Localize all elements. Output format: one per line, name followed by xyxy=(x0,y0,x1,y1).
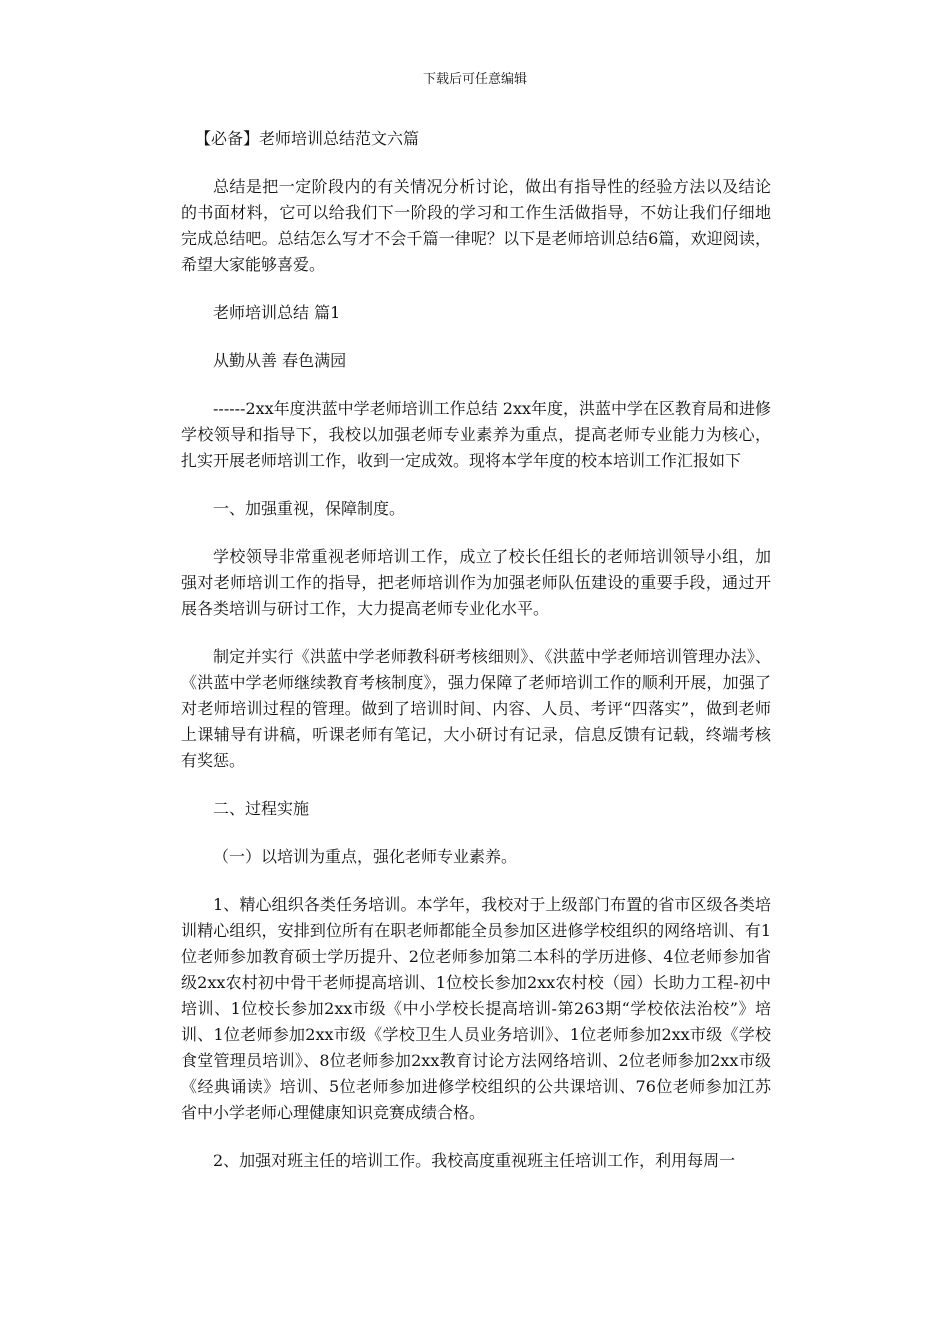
page-header-note: 下载后可任意编辑 xyxy=(422,72,527,87)
paragraph-class-teacher: 2、加强对班主任的培训工作。我校高度重视班主任培训工作，利用每周一 xyxy=(213,1151,736,1170)
heading-subsection-1: （一）以培训为重点，强化老师专业素养。 xyxy=(213,847,518,866)
paragraph-overview: ------2xx年度洪蓝中学老师培训工作总结 2xx年度，洪蓝中学在区教育局和进修学校领导和指导下，我校以加强老师专业素养为重点，提高老师专业能力为核心，扎实开展老师培训工作，收到一定成效。现将本学年度的校本培训工作汇报如下 xyxy=(181,399,771,470)
heading-section-2: 二、过程实施 xyxy=(213,799,310,818)
paragraph-regulations: 制定并实行《洪蓝中学老师教科研考核细则》、《洪蓝中学老师培训管理办法》、《洪蓝中学老师继续教育考核制度》，强力保障了老师培训工作的顺利开展，加强了对老师培训过程的管理。做到了培训时间、内容、人员、考评“四落实”，做到老师上课辅导有讲稿，听课老师有笔记，大小研讨有记录，信息反馈有记载，终端考核有奖惩。 xyxy=(181,647,771,770)
paragraph-training-list: 1、精心组织各类任务培训。本学年，我校对于上级部门布置的省市区级各类培训精心组织，安排到位所有在职老师都能全员参加区进修学校组织的网络培训、有1位老师参加教育硕士学历提升、2位老师参加第二本科的学历进修、4位老师参加省级2xx农村初中骨干老师提高培训、1位校长参加2xx农村校（园）长助力工程-初中培训、1位校长参加2xx市级《中小学校长提高培训-第263期“学校依法治校”》培训、1位老师参加2xx市级《学校卫生人员业务培训》、1位老师参加2xx市级《学校食堂管理员培训》、8位老师参加2xx教育讨论方法网络培训、2位老师参加2xx市级《经典诵读》培训、5位老师参加进修学校组织的公共课培训、76位老师参加江苏省中小学老师心理健康知识竞赛成绩合格。 xyxy=(181,895,771,1122)
paragraph-leadership: 学校领导非常重视老师培训工作，成立了校长任组长的老师培训领导小组，加强对老师培训工作的指导，把老师培训作为加强老师队伍建设的重要手段，通过开展各类培训与研讨工作，大力提高老师专业化水平。 xyxy=(181,547,771,618)
section-heading-part1: 老师培训总结 篇1 xyxy=(213,303,341,322)
paragraph-intro: 总结是把一定阶段内的有关情况分析讨论，做出有指导性的经验方法以及结论的书面材料，它可以给我们下一阶段的学习和工作生活做指导，不妨让我们仔细地完成总结吧。总结怎么写才不会千篇一律呢？以下是老师培训总结6篇，欢迎阅读，希望大家能够喜爱。 xyxy=(181,177,771,274)
heading-section-1: 一、加强重视，保障制度。 xyxy=(213,499,406,518)
document-title: 【必备】老师培训总结范文六篇 xyxy=(195,129,420,148)
document-body xyxy=(181,126,771,1196)
subtitle-slogan: 从勤从善 春色满园 xyxy=(213,351,347,370)
